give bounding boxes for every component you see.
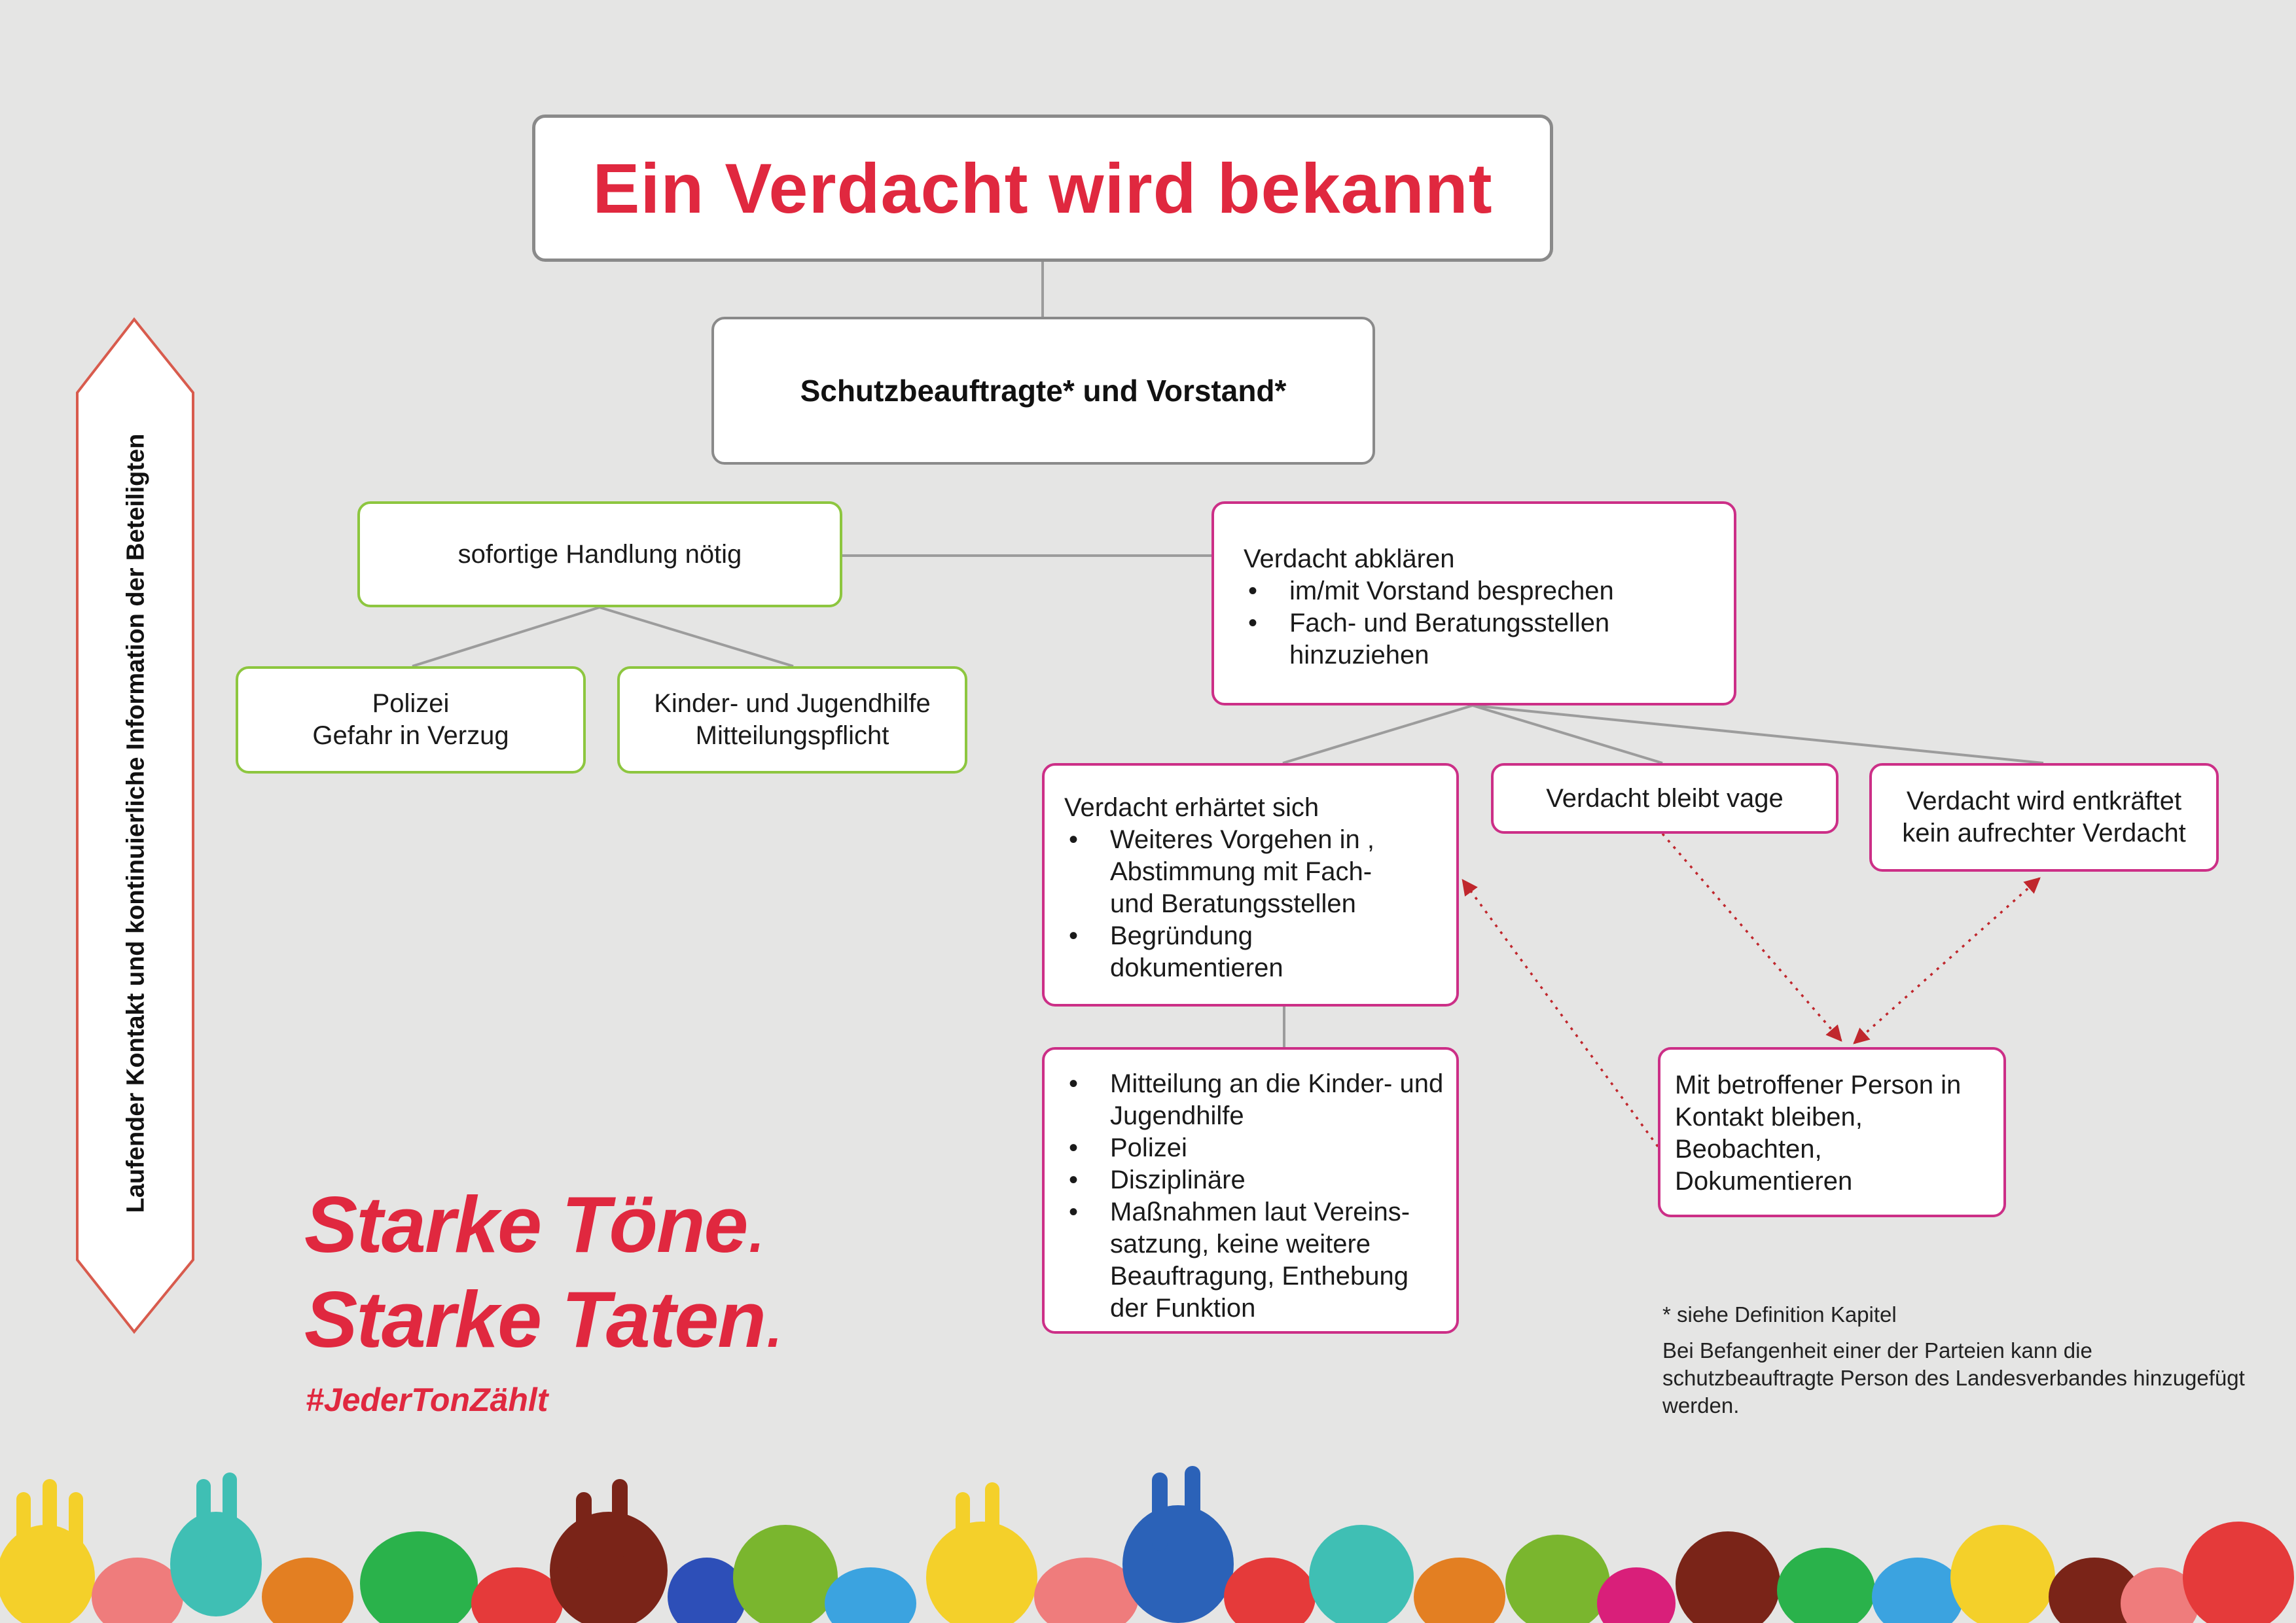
clarify-box [1211,501,1736,705]
slogan-line1 [304,1180,768,1269]
line-to-polizei [412,607,600,666]
measure-item: • Mitteilung an die Kinder- und Jugendhilfe [1110,1068,1444,1132]
measure-item: • Disziplinäre [1110,1164,1437,1196]
slogan-dot: . [747,1180,768,1269]
dotted-arrow-contact-to-erhaertet [1463,880,1658,1147]
hands-decoration [0,1466,2296,1623]
clarify-list [1244,575,1708,671]
dotted-arrow-vage-to-contact [1662,834,1841,1041]
invalidated-line1: Verdacht wird entkräftet [1906,787,2182,815]
confirmed-bullet: • Weiteres Vorgehen in , Abstimmung mit Fach- und Beratungsstellen [1110,824,1418,920]
level2-label: Schutzbeauftragte* und Vorstand* [800,374,1287,408]
side-label: Laufender Kontakt und kontinuierliche Information der Beteiligten [122,433,150,1213]
invalidated-box [1869,763,2219,872]
hashtag: #JederTonZählt [306,1382,548,1418]
confirmed-list [1064,824,1437,984]
page-title: Ein Verdacht wird bekannt [592,149,1493,228]
dotted-arrow-entkraeftet-contact [1854,878,2039,1043]
title-box [532,115,1553,262]
jugendhilfe-box [617,666,967,774]
confirmed-box [1042,763,1459,1007]
measure-item: • Polizei [1110,1132,1437,1164]
contact-text: Mit betroffener Person in Kontakt bleiben, Beobachten, Dokumentieren [1675,1071,1962,1196]
immediate-action-label: sofortige Handlung nötig [457,539,742,569]
polizei-line1: Polizei [372,689,450,718]
polizei-box [236,666,586,774]
confirmed-bullet: • Begründung dokumentieren [1110,920,1306,984]
line-to-entkraeftet [1473,705,2043,763]
jugendhilfe-line1: Kinder- und Jugendhilfe [654,689,931,718]
slogan-line2-text: Starke Taten [304,1275,765,1364]
polizei-line2: Gefahr in Verzug [312,721,509,750]
vague-label: Verdacht bleibt vage [1546,783,1784,813]
footnote-text: Bei Befangenheit einer der Parteien kann die schutzbeauftragte Person des Landesverbandes hinzugefügt werden. [1662,1338,2245,1418]
confirmed-heading: Verdacht erhärtet sich [1064,793,1319,822]
line-to-erhaertet [1283,705,1473,763]
contact-box [1658,1047,2006,1217]
clarify-heading: Verdacht abklären [1244,544,1455,573]
hand-icon [0,1466,2294,1623]
slogan-line2 [304,1275,786,1364]
footnote-asterisk: * siehe Definition Kapitel [1662,1302,1897,1327]
measures-list [1064,1068,1444,1325]
measures-box [1042,1047,1459,1334]
line-to-jugendhilfe [600,607,793,666]
slogan-line1-text: Starke Töne [304,1180,747,1269]
vague-box [1491,763,1839,834]
immediate-action-box [357,501,842,607]
clarify-bullet: • Fach- und Beratungsstellen hinzuziehen [1289,607,1643,671]
level2-box [711,317,1375,465]
slogan-dot: . [764,1275,786,1364]
invalidated-line2: kein aufrechter Verdacht [1902,819,2186,847]
measure-item: • Maßnahmen laut Vereins- satzung, keine weitere Beauftragung, Enthebung der Funktion [1110,1196,1450,1325]
clarify-bullet: • im/mit Vorstand besprechen [1289,575,1708,607]
jugendhilfe-line2: Mitteilungspflicht [695,721,889,750]
